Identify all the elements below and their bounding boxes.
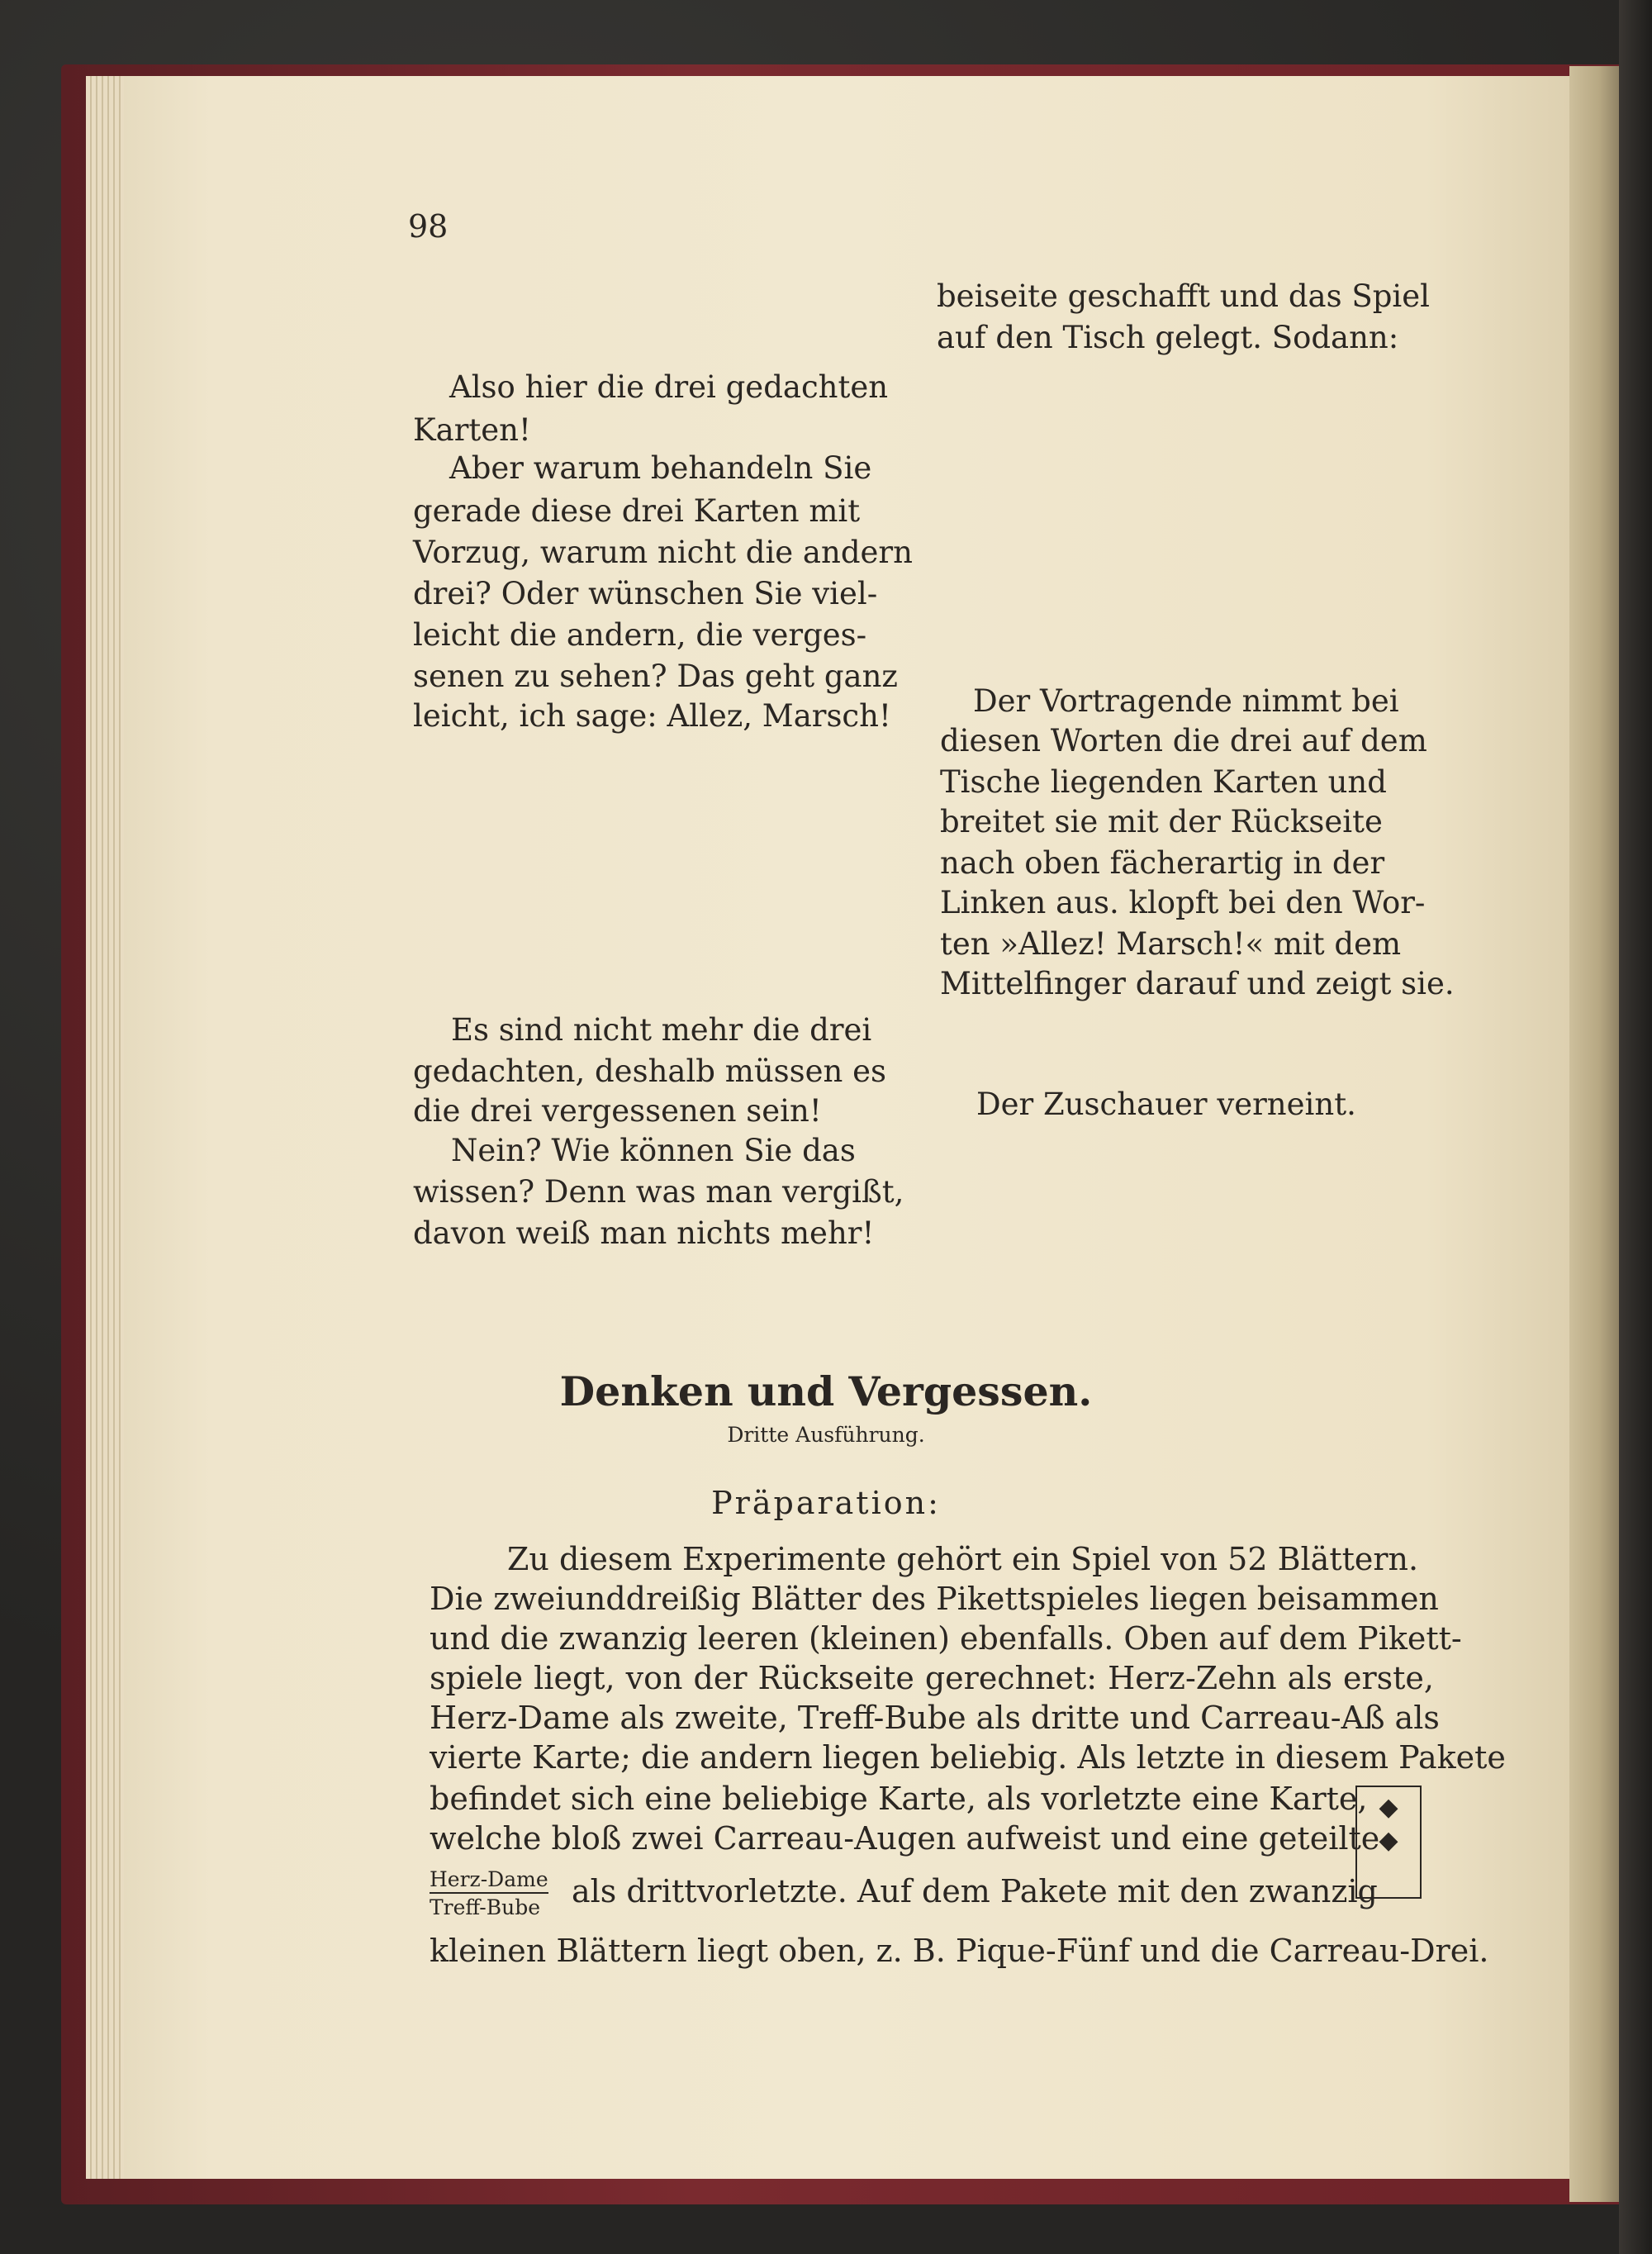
body-line: als drittvorletzte. Auf dem Pakete mit den zwanzig [572,1873,1378,1909]
left-line: wissen? Denn was man vergißt, [413,1174,904,1210]
left-line: gerade diese drei Karten mit [413,493,861,529]
left-line: Also hier die drei gedachten [449,369,889,405]
body-line: vierte Karte; die andern liegen beliebig. Als letzte in diesem Pakete [430,1739,1506,1776]
body-line: welche bloß zwei Carreau-Augen aufweist und eine geteilte [430,1820,1380,1857]
right-line: beiseite geschafft und das Spiel [937,278,1430,314]
right-line: Der Vortragende nimmt bei [973,683,1399,719]
two-diamonds-card-icon [1355,1786,1422,1899]
section-subtitle: Dritte Ausführung. [727,1423,925,1447]
body-line: Die zweiunddreißig Blätter des Pikettspieles liegen beisammen [430,1581,1439,1617]
page-number: 98 [408,208,449,245]
body-line: Zu diesem Experimente gehört ein Spiel von 52 Blättern. [507,1541,1419,1577]
diamond-icon: ◆ [1379,1793,1398,1822]
left-line: Karten! [413,412,531,448]
body-line: spiele liegt, von der Rückseite gerechnet: Herz-Zehn als erste, [430,1660,1434,1696]
right-line: Linken aus. klopft bei den Wor- [940,885,1426,920]
left-line: gedachten, deshalb müssen es [413,1053,886,1089]
right-line: nach oben fächerartig in der [940,845,1385,881]
book-spine [1619,0,1652,2254]
left-line: davon weiß man nichts mehr! [413,1215,875,1251]
left-line: senen zu sehen? Das geht ganz [413,659,898,694]
diamond-icon: ◆ [1379,1826,1398,1855]
body-line: befindet sich eine beliebige Karte, als vorletzte eine Karte, [430,1781,1368,1817]
right-line: breitet sie mit der Rückseite [940,804,1383,839]
preparation-label: Präparation: [711,1485,941,1521]
fraction-numerator: Herz-Dame [430,1869,548,1894]
left-line: die drei vergessenen sein! [413,1093,822,1129]
card-fraction [430,1869,548,1919]
left-line: Es sind nicht mehr die drei [451,1012,872,1048]
right-line: diesen Worten die drei auf dem [940,723,1427,758]
body-line: kleinen Blättern liegt oben, z. B. Pique-Fünf und die Carreau-Drei. [430,1933,1489,1969]
left-line: leicht die andern, die verges- [413,617,867,653]
left-line: drei? Oder wünschen Sie viel- [413,576,878,611]
fraction-denominator: Treff-Bube [430,1895,541,1920]
right-line: ten »Allez! Marsch!« mit dem [940,926,1402,962]
right-line: Tische liegenden Karten und [940,764,1387,800]
left-line: Aber warum behandeln Sie [449,450,872,486]
page-edge [1569,66,1619,2202]
right-line: Mittelfinger darauf und zeigt sie. [940,966,1455,1001]
section-title: Denken und Vergessen. [559,1367,1093,1415]
left-line: Vorzug, warum nicht die andern [413,535,913,570]
right-line: Der Zuschauer verneint. [976,1087,1356,1122]
right-line: auf den Tisch gelegt. Sodann: [937,320,1399,355]
left-line: Nein? Wie können Sie das [451,1133,856,1168]
left-line: leicht, ich sage: Allez, Marsch! [413,698,891,734]
body-line: Herz-Dame als zweite, Treff-Bube als dritte und Carreau-Aß als [430,1700,1440,1736]
body-line: und die zwanzig leeren (kleinen) ebenfalls. Oben auf dem Pikett- [430,1620,1462,1657]
